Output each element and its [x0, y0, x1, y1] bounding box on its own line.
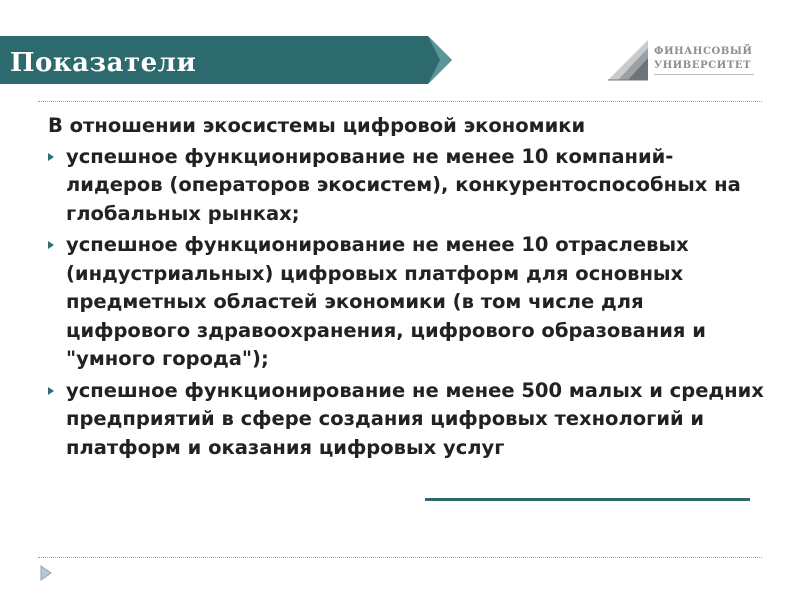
- triangle-right-icon: [48, 241, 54, 249]
- top-separator: [38, 101, 762, 102]
- bottom-separator: [38, 557, 762, 558]
- bullet-text: успешное функционирование не менее 10 отраслевых (индустриальных) цифровых платформ для основных предметных областей экономики (в том числе для цифрового здравоохранения, цифрового образования и "умного города");: [66, 233, 706, 370]
- bullet-text: успешное функционирование не менее 10 компаний-лидеров (операторов экосистем), конкурентоспособных на глобальных рынках;: [66, 144, 741, 225]
- slide-title: Показатели: [10, 48, 197, 78]
- bullet-list: [48, 143, 768, 463]
- logo-underline: [654, 74, 754, 77]
- content-heading: В отношении экосистемы цифровой экономики: [48, 114, 586, 137]
- logo-text-line1: ФИНАНСОВЫЙ: [654, 46, 753, 57]
- university-logo: [604, 38, 760, 86]
- bullet-item: [48, 377, 768, 463]
- accent-line: [425, 498, 750, 501]
- slide-content: [48, 112, 768, 465]
- bullet-item: [48, 143, 768, 229]
- university-logo-icon: [604, 38, 652, 82]
- bullet-text: успешное функционирование не менее 500 малых и средних предприятий в сфере создания цифровых технологий и платформ и оказания цифровых услуг: [66, 378, 764, 459]
- triangle-right-icon: [48, 153, 54, 161]
- next-slide-icon[interactable]: [40, 565, 52, 581]
- logo-text-line2: УНИВЕРСИТЕТ: [654, 60, 752, 71]
- bullet-item: [48, 231, 768, 374]
- triangle-right-icon: [48, 387, 54, 395]
